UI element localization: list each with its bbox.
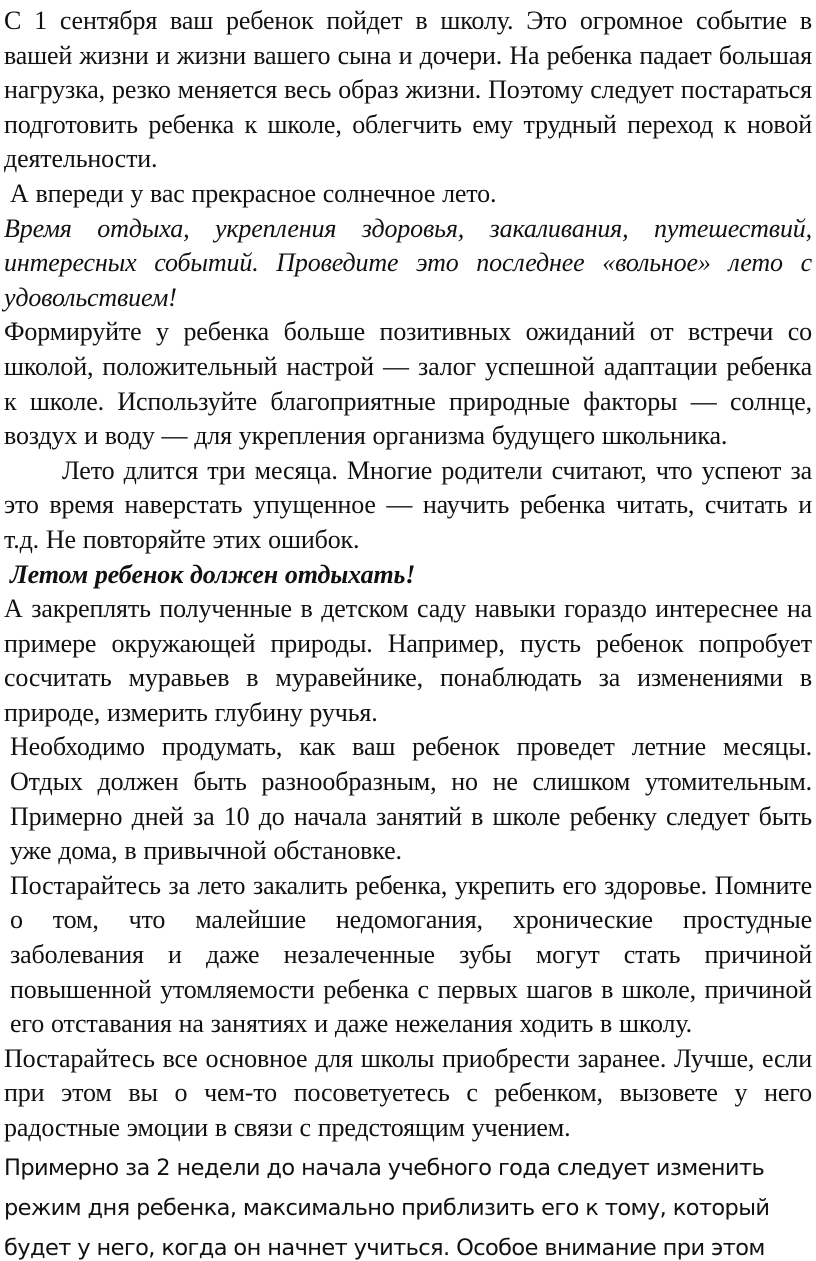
paragraph-three-months: Лето длится три месяца. Многие родители считают, что успеют за это время наверстать упущенное — научить ребенка читать, считать и т.д. Не повторяйте этих ошибок. <box>4 455 812 554</box>
paragraph-positive-expectations: Формируйте у ребенка больше позитивных ожиданий от встречи со школой, положительный настрой — залог успешной адаптации ребенка к школе. Используйте благоприятные природные факторы — солнце, воздух и воду — для укрепления организма будущего школьника. <box>4 317 812 451</box>
paragraph-health: Постарайтесь за лето закалить ребенка, укрепить его здоровье. Помните о том, что малейшие недомогания, хронические простудные заболевания и даже незалеченные зубы могут стать причиной повышенной утомляемости ребенка с первых шагов в школе, причиной его отставания на занятиях и даже нежелания ходить в школу. <box>10 870 812 1039</box>
paragraph-nature-skills: А закреплять полученные в детском саду навыки гораздо интереснее на примере окружающей природы. Например, пусть ребенок попробует сосчитать муравьев в муравейнике, понаблюдать за изменениями в природе, измерить глубину ручья. <box>4 594 812 727</box>
paragraph-rest-time: Время отдыха, укрепления здоровья, закаливания, путешествий, интересных событий. Проведите это последнее «вольное» лето с удовольствием! <box>4 213 812 312</box>
paragraph-plan-summer: Необходимо продумать, как ваш ребенок проведет летние месяцы. Отдых должен быть разнообразным, но не слишком утомительным. Примерно дней за 10 до начала занятий в школе ребенку следует быть уже дома, в привычной обстановке. <box>10 732 812 866</box>
paragraph-school-start: С 1 сентября ваш ребенок пойдет в школу. Это огромное событие в вашей жизни и жизни вашего сына и дочери. На ребенка падает большая нагрузка, резко меняется весь образ жизни. Поэтому следует постараться подготовить ребенка к школе, облегчить ему трудный переход к новой деятельности. <box>4 6 812 174</box>
paragraph-school-supplies: Постарайтесь все основное для школы приобрести заранее. Лучше, если при этом вы о чем-то посоветуетесь с ребенком, вызовете у него радостные эмоции в связи с предстоящим учением. <box>4 1043 812 1142</box>
paragraph-summer-ahead: А впереди у вас прекрасное солнечное лето. <box>10 178 497 208</box>
paragraph-child-should-rest: Летом ребенок должен отдыхать! <box>10 559 416 589</box>
paragraph-daily-routine: Примерно за 2 недели до начала учебного года следует изменить режим дня ребенка, максимально приблизить его к тому, который будет у него, когда он начнет учиться. Особое внимание при этом <box>4 1154 770 1261</box>
